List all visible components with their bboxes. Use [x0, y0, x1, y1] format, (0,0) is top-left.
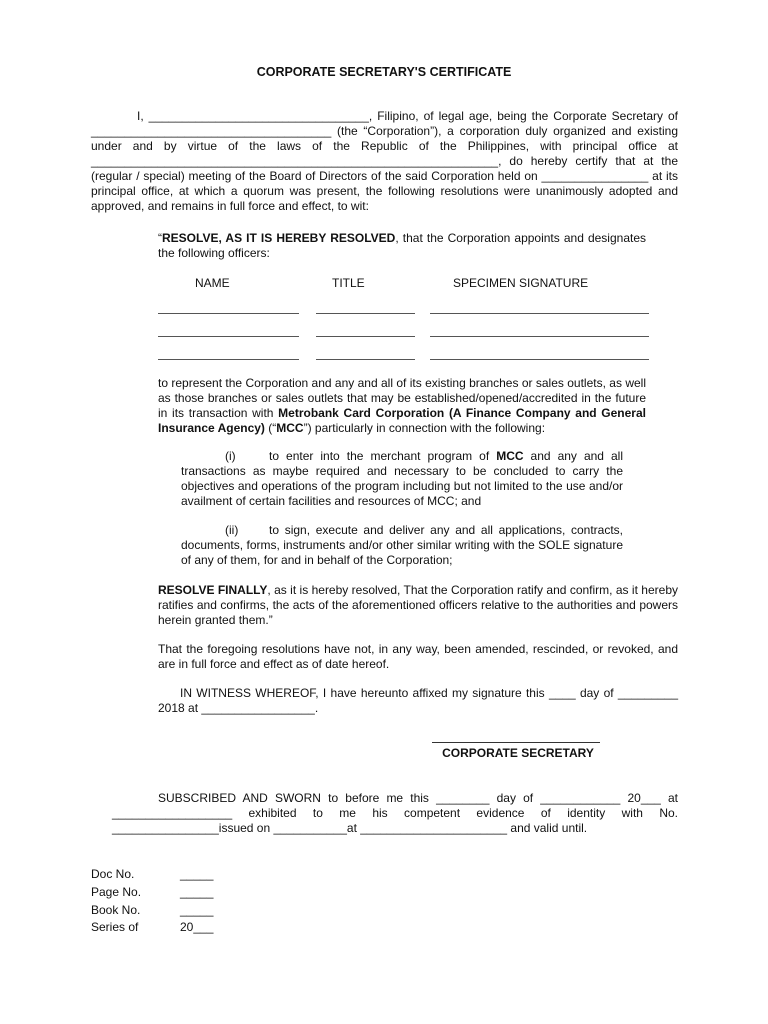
notary-book-label: Book No. — [91, 903, 141, 917]
resolution-heading: RESOLVE, AS IT IS HEREBY RESOLVED — [162, 231, 396, 245]
officer-title-line — [316, 359, 415, 360]
officer-title-line — [316, 336, 415, 337]
officer-signature-line — [430, 313, 649, 314]
notary-book-value: _____ — [180, 903, 214, 917]
representation-paragraph: to represent the Corporation and any and all of its existing branches or sales outlets, as well as those branches or sales outlets that may be established/opened/accredited in the future in its transaction with Metrobank Card Corporation (A Finance Company and General Insurance Agency) (“MCC”) particularly in connection with the following: — [158, 376, 646, 435]
final-resolution-heading: RESOLVE FINALLY — [158, 583, 268, 597]
certification-paragraph: I, _________________________________, Filipino, of legal age, being the Corporate Secretary of ____________________________________ (the “Corporation”), a corporation duly organized and existing under and by virtue of the laws of the Republic of the Philippines, with principal office at _____________________________________________________________, do hereby certify that at the (regular / special) meeting of the Board of Directors of the said Corporation held on ________________ at its principal office, at which a quorum was present, the following resolutions were unanimously adopted and approved, and remains in full force and effect, to wit: — [91, 109, 678, 213]
resolution-paragraph: “RESOLVE, AS IT IS HEREBY RESOLVED, that the Corporation appoints and designates the following officers: — [158, 231, 646, 260]
notary-series-label: Series of — [91, 920, 139, 934]
officer-title-line — [316, 313, 415, 314]
item-number: (ii) — [225, 523, 239, 537]
signature-line — [432, 742, 600, 743]
notary-page-label: Page No. — [91, 885, 142, 899]
officer-name-line — [158, 336, 299, 337]
officer-signature-line — [430, 336, 649, 337]
page-title: CORPORATE SECRETARY'S CERTIFICATE — [256, 65, 512, 79]
amendment-paragraph: That the foregoing resolutions have not, in any way, been amended, rescinded, or revoked, and are in full force and effect as of date hereof. — [158, 642, 678, 671]
list-item: (ii) to sign, execute and deliver any and all applications, contracts, documents, forms, instruments and/or other similar writing with the SOLE signature of any of them, for and in behalf of the Corporation; — [181, 523, 623, 567]
officer-name-line — [158, 359, 299, 360]
notary-page-value: _____ — [180, 885, 214, 899]
witness-paragraph: IN WITNESS WHEREOF, I have hereunto affixed my signature this ____ day of _________ 2018 at _________________. — [158, 686, 678, 715]
officer-signature-line — [430, 359, 649, 360]
signature-title: CORPORATE SECRETARY — [442, 746, 594, 760]
item-number: (i) — [225, 449, 236, 463]
notary-doc-value: _____ — [180, 867, 214, 881]
column-header-signature: SPECIMEN SIGNATURE — [453, 276, 589, 290]
list-item: (i) to enter into the merchant program of MCC and any and all transactions as maybe required and necessary to be concluded to carry the objectives and operations of the program including but not limited to the use and/or availment of certain facilities and resources of MCC; and — [181, 449, 623, 508]
notary-series-value: 20___ — [180, 920, 214, 934]
column-header-title: TITLE — [332, 276, 365, 290]
final-resolution-paragraph: RESOLVE FINALLY, as it is hereby resolved, That the Corporation ratify and confirm, as it hereby ratifies and confirms, the acts of the aforementioned officers relative to the authorities and powers herein granted them.” — [158, 583, 678, 627]
officer-name-line — [158, 313, 299, 314]
column-header-name: NAME — [195, 276, 230, 290]
notary-doc-label: Doc No. — [91, 867, 135, 881]
jurat-paragraph: SUBSCRIBED AND SWORN to before me this ________ day of ____________ 20___ at __________________ exhibited to me his competent evidence of identity with No. ________________issued on ___________at ______________________ and valid until. — [112, 791, 678, 835]
